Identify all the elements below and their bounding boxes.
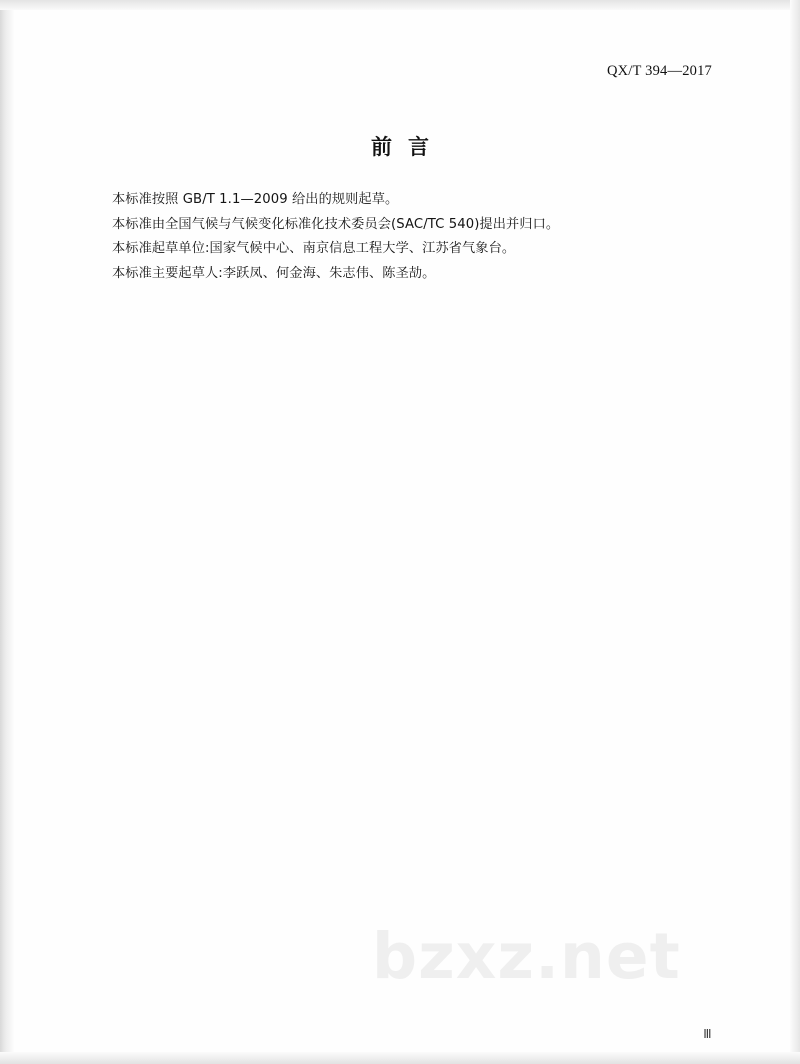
header-standard-number: QX/T 394—2017 bbox=[606, 63, 712, 79]
scan-edge-bottom bbox=[0, 1052, 800, 1064]
paragraph: 本标准由全国气候与气候变化标准化技术委员会(SAC/TC 540)提出并归口。 bbox=[112, 216, 560, 232]
page-title: 前言 bbox=[371, 135, 445, 159]
paragraph: 本标准起草单位:国家气候中心、南京信息工程大学、江苏省气象台。 bbox=[112, 241, 516, 256]
paragraph: 本标准主要起草人:李跃凤、何金海、朱志伟、陈圣劼。 bbox=[112, 265, 436, 281]
watermark: bzxz.net bbox=[372, 920, 681, 993]
footer-page-number: Ⅲ bbox=[703, 1027, 712, 1041]
foreword-body bbox=[112, 188, 712, 286]
scan-edge-top bbox=[0, 0, 800, 10]
paragraph: 本标准按照 GB/T 1.1—2009 给出的规则起草。 bbox=[112, 192, 399, 207]
